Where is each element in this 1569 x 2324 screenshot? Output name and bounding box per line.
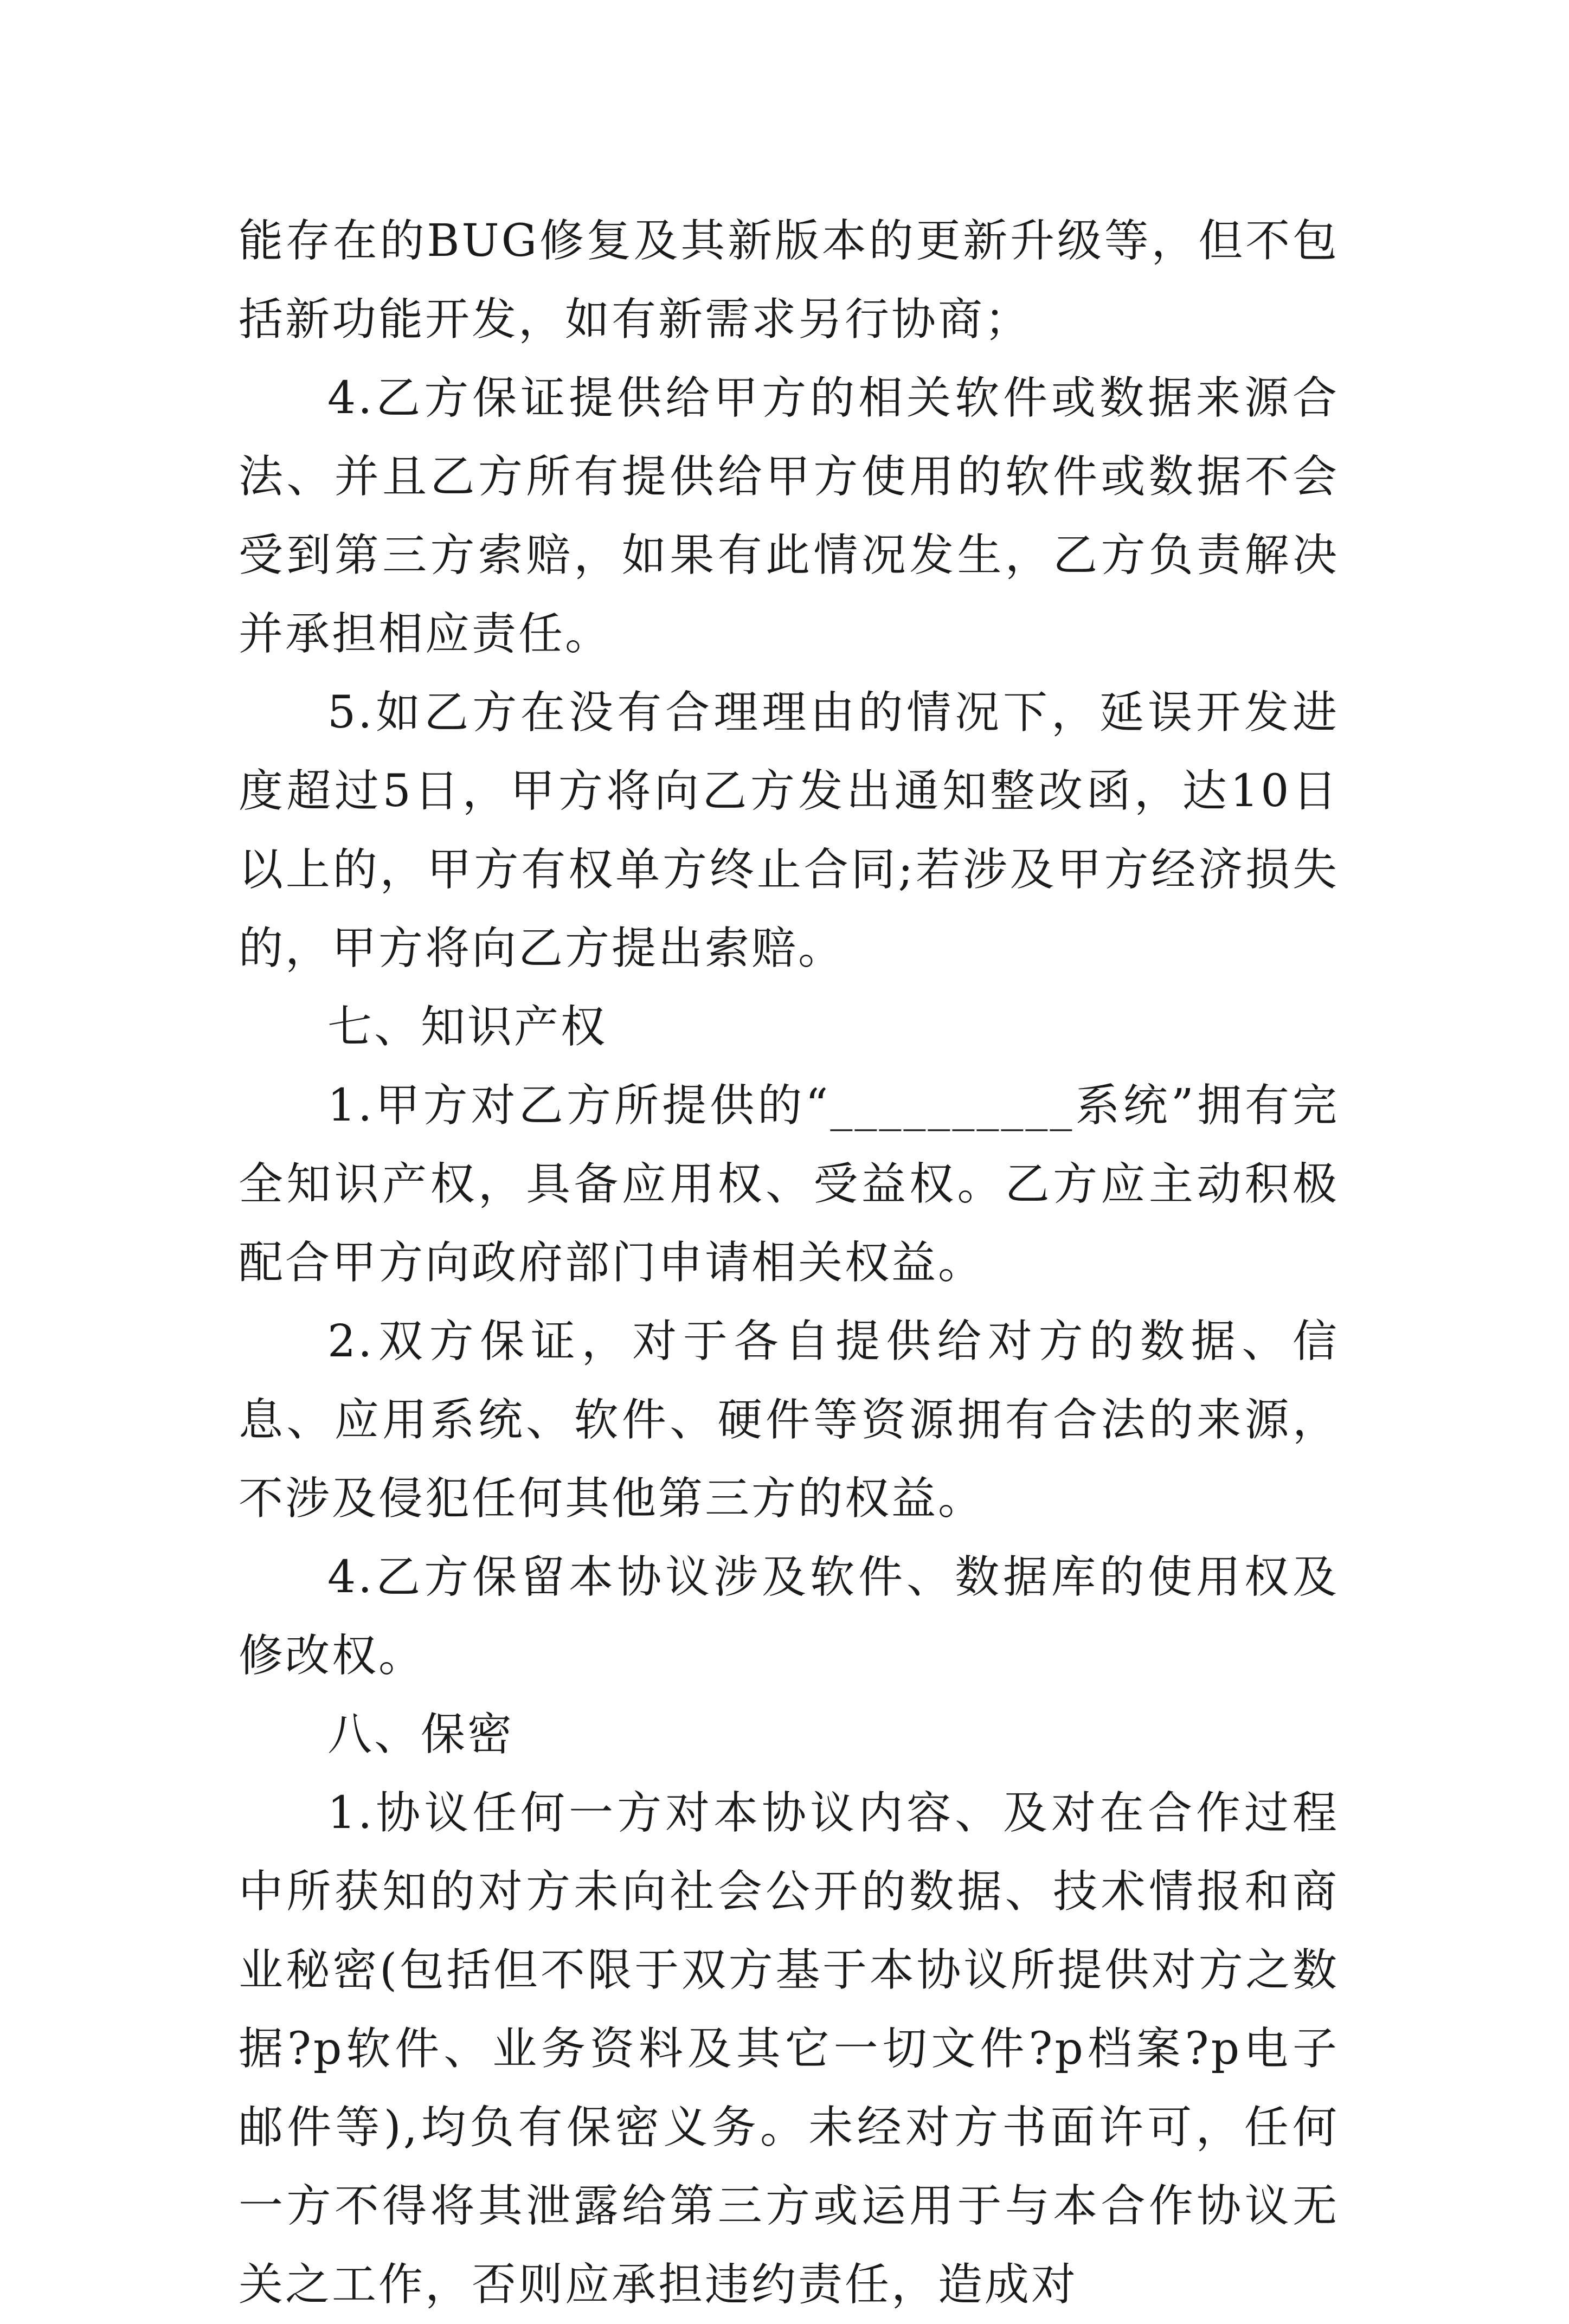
paragraph-ip-1-after: 系统”拥有完全知识产权，具备应用权、受益权。乙方应主动积极配合甲方向政府部门申请相关权益。	[239, 1080, 1339, 1289]
paragraph-confidentiality-1: 1.协议任何一方对本协议内容、及对在合作过程中所获知的对方未向社会公开的数据、技术情报和商业秘密(包括但不限于双方基于本协议所提供对方之数据?p软件、业务资料及其它一切文件?p档案?p电子邮件等),均负有保密义务。未经对方书面许可，任何一方不得将其泄露给第三方或运用于与本合作协议无关之工作，否则应承担违约责任，造成对	[239, 1787, 1339, 2310]
paragraph-ip-1-blank: __________	[830, 1080, 1075, 1131]
paragraph-ip-2: 2.双方保证，对于各自提供给对方的数据、信息、应用系统、软件、硬件等资源拥有合法的来源，不涉及侵犯任何其他第三方的权益。	[239, 1316, 1339, 1524]
paragraph-continued: 能存在的BUG修复及其新版本的更新升级等，但不包括新功能开发，如有新需求另行协商；	[239, 215, 1339, 345]
paragraph-ip-1	[239, 1066, 1339, 1302]
section-heading-confidentiality: 八、保密	[327, 1709, 515, 1760]
paragraph-item-4-source: 4.乙方保证提供给甲方的相关软件或数据来源合法、并且乙方所有提供给甲方使用的软件或数据不会受到第三方索赔，如果有此情况发生，乙方负责解决并承担相应责任。	[239, 372, 1339, 660]
section-heading-intellectual-property: 七、知识产权	[327, 1001, 608, 1053]
document-body	[239, 202, 1339, 2324]
paragraph-item-5-delay: 5.如乙方在没有合理理由的情况下，延误开发进度超过5日，甲方将向乙方发出通知整改函，达10日以上的，甲方有权单方终止合同;若涉及甲方经济损失的，甲方将向乙方提出索赔。	[239, 687, 1339, 974]
paragraph-ip-4: 4.乙方保留本协议涉及软件、数据库的使用权及修改权。	[239, 1552, 1339, 1682]
paragraph-ip-1-before: 1.甲方对乙方所提供的“	[327, 1080, 831, 1131]
